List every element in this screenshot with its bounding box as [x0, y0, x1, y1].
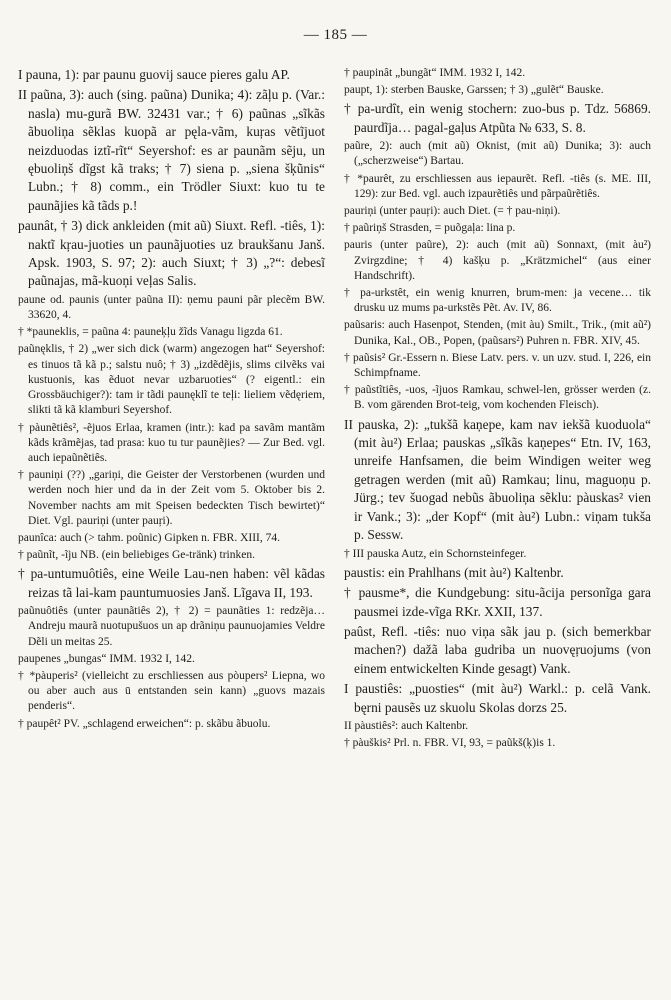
dictionary-entry: † III pauska Autz, ein Schornsteinfeger.: [344, 547, 527, 560]
dictionary-entry: II pauska, 2): „tukšã kaņepe, kam nav iekšã kuoduola“ (mit àu²) Erlaa; pauskas „sĩkãs kaņepes“ Etn. IV, 163, unreife Hanfsamen, die beim Windigen weiter weg getragen werden (mit aũ) Ramkau; linu, maguoņu p. Jürg.; tev šuogad nebũs ãbuoliņa sẽklu: pàuskas² vien ir Vank.; 3): „der Kopf“ (mit àu²) Lubn.: viņam tukša p. Sessw.: [344, 416, 651, 543]
dictionary-entry: II pàustiês²: auch Kaltenbr.: [344, 719, 469, 732]
dictionary-entry: I paustiês: „puosties“ (mit àu²) Warkl.: p. celã Vank. bęrni pausẽs uz skuolu Skolas dorzs 25.: [344, 681, 651, 715]
dictionary-entry: † pa-urkstêt, ein wenig knurren, brum-men: ja vecene… tik drusku uz mums pa-urkstẽs Pẽt. Av. IV, 86.: [344, 287, 651, 315]
dictionary-entry: paune od. paunis (unter paũna II): ņemu pauni pãr plecẽm BW. 33620, 4.: [18, 293, 325, 322]
dictionary-entry: paũnuôtiês (unter paunãtiês 2), † 2) = paunãties 1: redzẽja… Andreju maurã nuotupušuos un ap drãniņu paunuojamies Veldre Dẽli un meitas 25.: [18, 605, 325, 648]
dictionary-entry: † *paurêt, zu erschliessen aus iepaurẽt. Refl. -tiês (s. ME. III, 129): zur Bed. vgl. auch izpaurẽtiês und pãrpaũrẽtiês.: [344, 172, 651, 200]
right-column: [344, 66, 651, 753]
dictionary-entry: † pàunẽtiês², -ẽjuos Erlaa, kramen (intr.): kad pa savãm mantãm kãds krãmẽjas, tad prasa: kuo tu tur paunẽjies? — Zur Bed. vgl. auch iepaũnẽtiês.: [18, 421, 325, 464]
dictionary-entry: † paũriņš Strasden, = puõgaļa: lina p.: [344, 222, 516, 235]
dictionary-entry: II paũna, 3): auch (sing. paũna) Dunika; 4): zãļu p. (Var.: nasla) mu-gurã BW. 32431 var.; † 6) paũnas „sĩkãs ãbuoliņa sẽklas kuopã ar pęla-vãm, kuŗas vẽtĩjuot neizduodas iztĩ-rĩt“ Seyershof: es ar paunãm sẽju, un ębuoliņš dĩgst kã traks; † 7) siena p. „siena šķũnis“ Lubn.; † 8) comm., ein Trödler Siuxt: kuo tu te paunãjies kã tãds p.!: [18, 87, 325, 213]
dictionary-entry: paupt, 1): sterben Bauske, Garssen; † 3) „gulẽt“ Bauske.: [344, 84, 604, 97]
dictionary-entry: pauriņi (unter pauŗi): auch Diet. (= † pau-niņi).: [344, 205, 561, 218]
dictionary-entry: † *pauneklis, = paũna 4: pauneķļu žĩds Vanagu ligzda 61.: [18, 326, 283, 339]
dictionary-entry: † pausme*, die Kundgebung: situ-ãcija personĩga gara pausmei izde-vĩga RKr. XXII, 137.: [344, 585, 651, 619]
left-column: [18, 66, 325, 734]
dictionary-entry: † paupinât „bungãt“ IMM. 1932 I, 142.: [344, 67, 526, 79]
dictionary-entry: † paũstĩtiês, -uos, -ĩjuos Ramkau, schwel-len, grösser werden (z. B. vom gärenden Brot-teig, vom kochenden Fleisch).: [344, 384, 651, 412]
dictionary-entry: paustis: ein Prahlhans (mit àu²) Kaltenbr.: [344, 564, 564, 580]
dictionary-entry: I pauna, 1): par paunu guovij sauce pieres galu AP.: [18, 67, 290, 82]
dictionary-entry: † pa-untumuôtiês, eine Weile Lau-nen haben: vẽl kãdas reizas tã lai-kam pauntumuosies Janš. Lĩgava II, 193.: [18, 566, 325, 600]
dictionary-entry: † paupêt² PV. „schlagend erweichen“: p. skãbu ãbuolu.: [18, 717, 271, 730]
dictionary-entry: paunât, † 3) dick ankleiden (mit aũ) Siuxt. Refl. -tiês, 1): naktĩ kŗau-juoties un paunãjuoties uz braukšanu Janš. Apsk. 1903, S. 97; 2): auch Siuxt; † 3) „?“: debesĩ paũnajas, mã-kuoņi veļas Salis.: [18, 218, 325, 289]
dictionary-entry: † pàuškis² Prl. n. FBR. VI, 93, = paũkš(ķ)is 1.: [344, 737, 556, 750]
dictionary-entry: † *pàuperis² (vielleicht zu erschliessen aus pòupers² Liepna, wo ou aber auch aus ū entstanden sein kann) „guovs mazais penderis“.: [18, 669, 325, 713]
dictionary-entry: † paũsis² Gr.-Essern n. Biese Latv. pers. v. un uzv. stud. I, 226, ein Schimpfname.: [344, 351, 651, 380]
dictionary-entry: † pauniņi (??) „gariņi, die Geister der Verstorbenen (wurden und werden noch hier und da in der Zeit vom 5. Oktober bis 2. November nachts am mit Speisen bedeckten Tisch bewirtet)“ Diet. Vgl. pauriņi (unter pauŗi).: [18, 469, 325, 527]
dictionary-entry: paunîca: auch (> tahm. poũnic) Gipken n. FBR. XIII, 74.: [18, 531, 280, 544]
dictionary-entry: pauris (unter paũre), 2): auch (mit aũ) Sonnaxt, (mit àu²) Zvirgzdine; † 4) kašķu p. „Krätzmichel“ (aus einer Handschrift).: [344, 239, 651, 282]
dictionary-entry: paũsaris: auch Hasenpot, Stenden, (mit àu) Smilt., Trik., (mit aũ²) Dunika, Kal., OB., Popen, (paũsars²) Puhren n. FBR. XIV, 45.: [344, 319, 651, 347]
dictionary-entry: † paũnĩt, -ĩju NB. (ein beliebiges Ge-tränk) trinken.: [18, 549, 255, 562]
dictionary-entry: paûst, Refl. -tiês: nuo viņa sãk jau p. (sich bemerkbar machen?) dažã laba gudriba un nuovęŗuojums (von einem entwickelten Kinde gesagt) Vank.: [344, 623, 651, 676]
dictionary-entry: paũnęklis, † 2) „wer sich dick (warm) angezogen hat“ Seyershof: es tinuos tã kã p.; salstu nuô; † 3) „izdẽdẽjis, slims cilvẽks vai kustuonis, kas ẽduot nevar uzbaruoties“ (? eigentl.: ein Grossbäuchiger?): tam ir tãdi paunęklĩ te teļi: lieliem vẽdęriem, slikti tã kã klamburi Seyershof.: [18, 343, 325, 417]
dictionary-entry: paũre, 2): auch (mit aũ) Oknist, (mit aũ) Dunika; 3): auch („scherzweise“) Bartau.: [344, 140, 651, 168]
dictionary-entry: paupenes „bungas“ IMM. 1932 I, 142.: [18, 652, 195, 665]
page-number: — 185 —: [303, 27, 368, 43]
dictionary-entry: † pa-urdît, ein wenig stochern: zuo-bus p. Tdz. 56869. paurdĩja… pagal-gaļus Atpũta № 633, S. 8.: [344, 101, 651, 135]
